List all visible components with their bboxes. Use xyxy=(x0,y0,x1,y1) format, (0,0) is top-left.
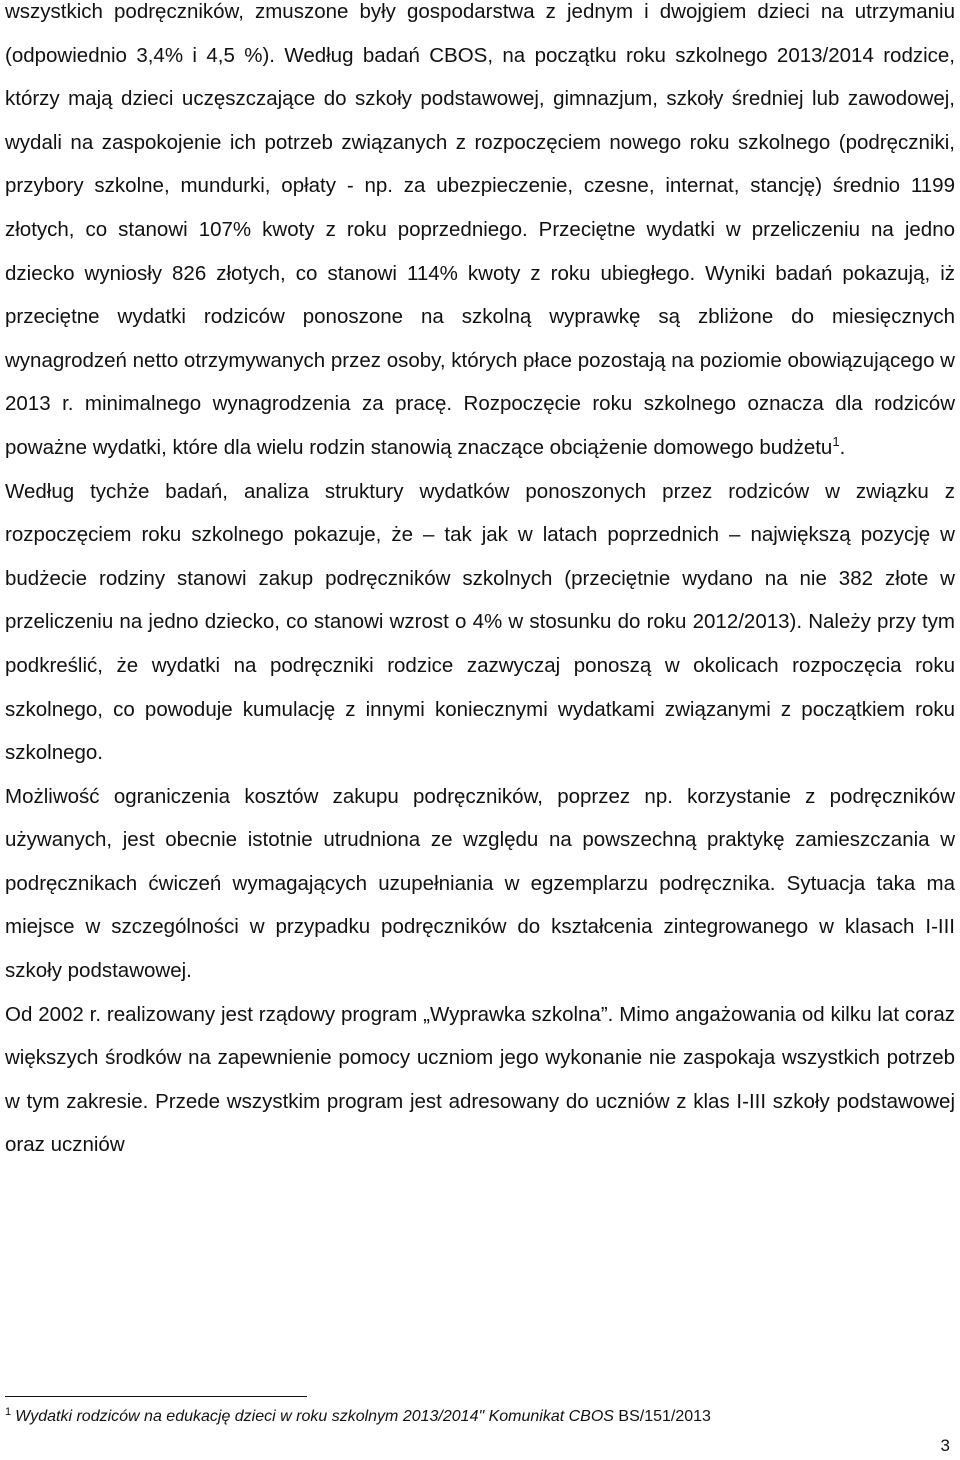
paragraph-3: Możliwość ograniczenia kosztów zakupu podręczników, poprzez np. korzystanie z podręczników używanych, jest obecnie istotnie utrudniona ze względu na powszechną praktykę zamieszczania w podręcznikach ćwiczeń wymagających uzupełniania w egzemplarzu podręcznika. Sytuacja taka ma miejsce w szczególności w przypadku podręczników do kształcenia zintegrowanego w klasach I-III szkoły podstawowej. xyxy=(5,784,955,983)
paragraph-1 xyxy=(5,0,955,470)
paragraph-2: Według tychże badań, analiza struktury wydatków ponoszonych przez rodziców w związku z rozpoczęciem roku szkolnego pokazuje, że – tak jak w latach poprzednich – największą pozycję w budżecie rodziny stanowi zakup podręczników szkolnych (przeciętnie wydano na nie 382 złote w przeliczeniu na jedno dziecko, co stanowi wzrost o 4% w stosunku do roku 2012/2013). Należy przy tym podkreślić, że wydatki na podręczniki rodzice zazwyczaj ponoszą w okolicach rozpoczęcia roku szkolnego, co powoduje kumulację z innymi koniecznymi wydatkami związanymi z początkiem roku szkolnego. xyxy=(5,479,955,765)
paragraph-4: Od 2002 r. realizowany jest rządowy program „Wyprawka szkolna”. Mimo angażowania od kilku lat coraz większych środków na zapewnienie pomocy uczniom jego wykonanie nie zaspokaja wszystkich potrzeb w tym zakresie. Przede wszystkim program jest adresowany do uczniów z klas I-III szkoły podstawowej oraz uczniów xyxy=(5,1002,955,1157)
footnote-reference[interactable]: 1 xyxy=(832,434,840,450)
page-number: 3 xyxy=(940,1436,950,1455)
body-text xyxy=(5,0,955,1167)
footnote-title: Wydatki rodziców na edukację dzieci w roku szkolnym 2013/2014" Komunikat CBOS xyxy=(15,1408,614,1425)
footnote-separator xyxy=(5,1396,307,1397)
document-page xyxy=(5,0,955,1460)
paragraph-1-text: wszystkich podręczników, zmuszone były gospodarstwa z jednym i dwojgiem dzieci na utrzymaniu (odpowiednio 3,4% i 4,5 %). Według badań CBOS, na początku roku szkolnego 2013/2014 rodzice, którzy mają dzieci uczęszczające do szkoły podstawowej, gimnazjum, szkoły średniej lub zawodowej, wydali na zaspokojenie ich potrzeb związanych z rozpoczęciem nowego roku szkolnego (podręczniki, przybory szkolne, mundurki, opłaty - np. za ubezpieczenie, czesne, internat, stancję) średnio 1199 złotych, co stanowi 107% kwoty z roku poprzedniego. Przeciętne wydatki w przeliczeniu na jedno dziecko wyniosły 826 złotych, co stanowi 114% kwoty z roku ubiegłego. Wyniki badań pokazują, iż przeciętne wydatki rodziców ponoszone na szkolną wyprawkę są zbliżone do miesięcznych wynagrodzeń netto otrzymywanych przez osoby, których płace pozostają na poziomie obowiązującego w 2013 r. minimalnego wynagrodzenia za pracę. Rozpoczęcie roku szkolnego oznacza dla rodziców poważne wydatki, które dla wielu rodzin stanowią znaczące obciążenie domowego budżetu xyxy=(5,0,955,459)
footnote-source: BS/151/2013 xyxy=(613,1408,711,1425)
paragraph-1-end: . xyxy=(839,435,846,459)
footnote-number: 1 xyxy=(5,1405,12,1418)
footnote xyxy=(5,1406,955,1428)
